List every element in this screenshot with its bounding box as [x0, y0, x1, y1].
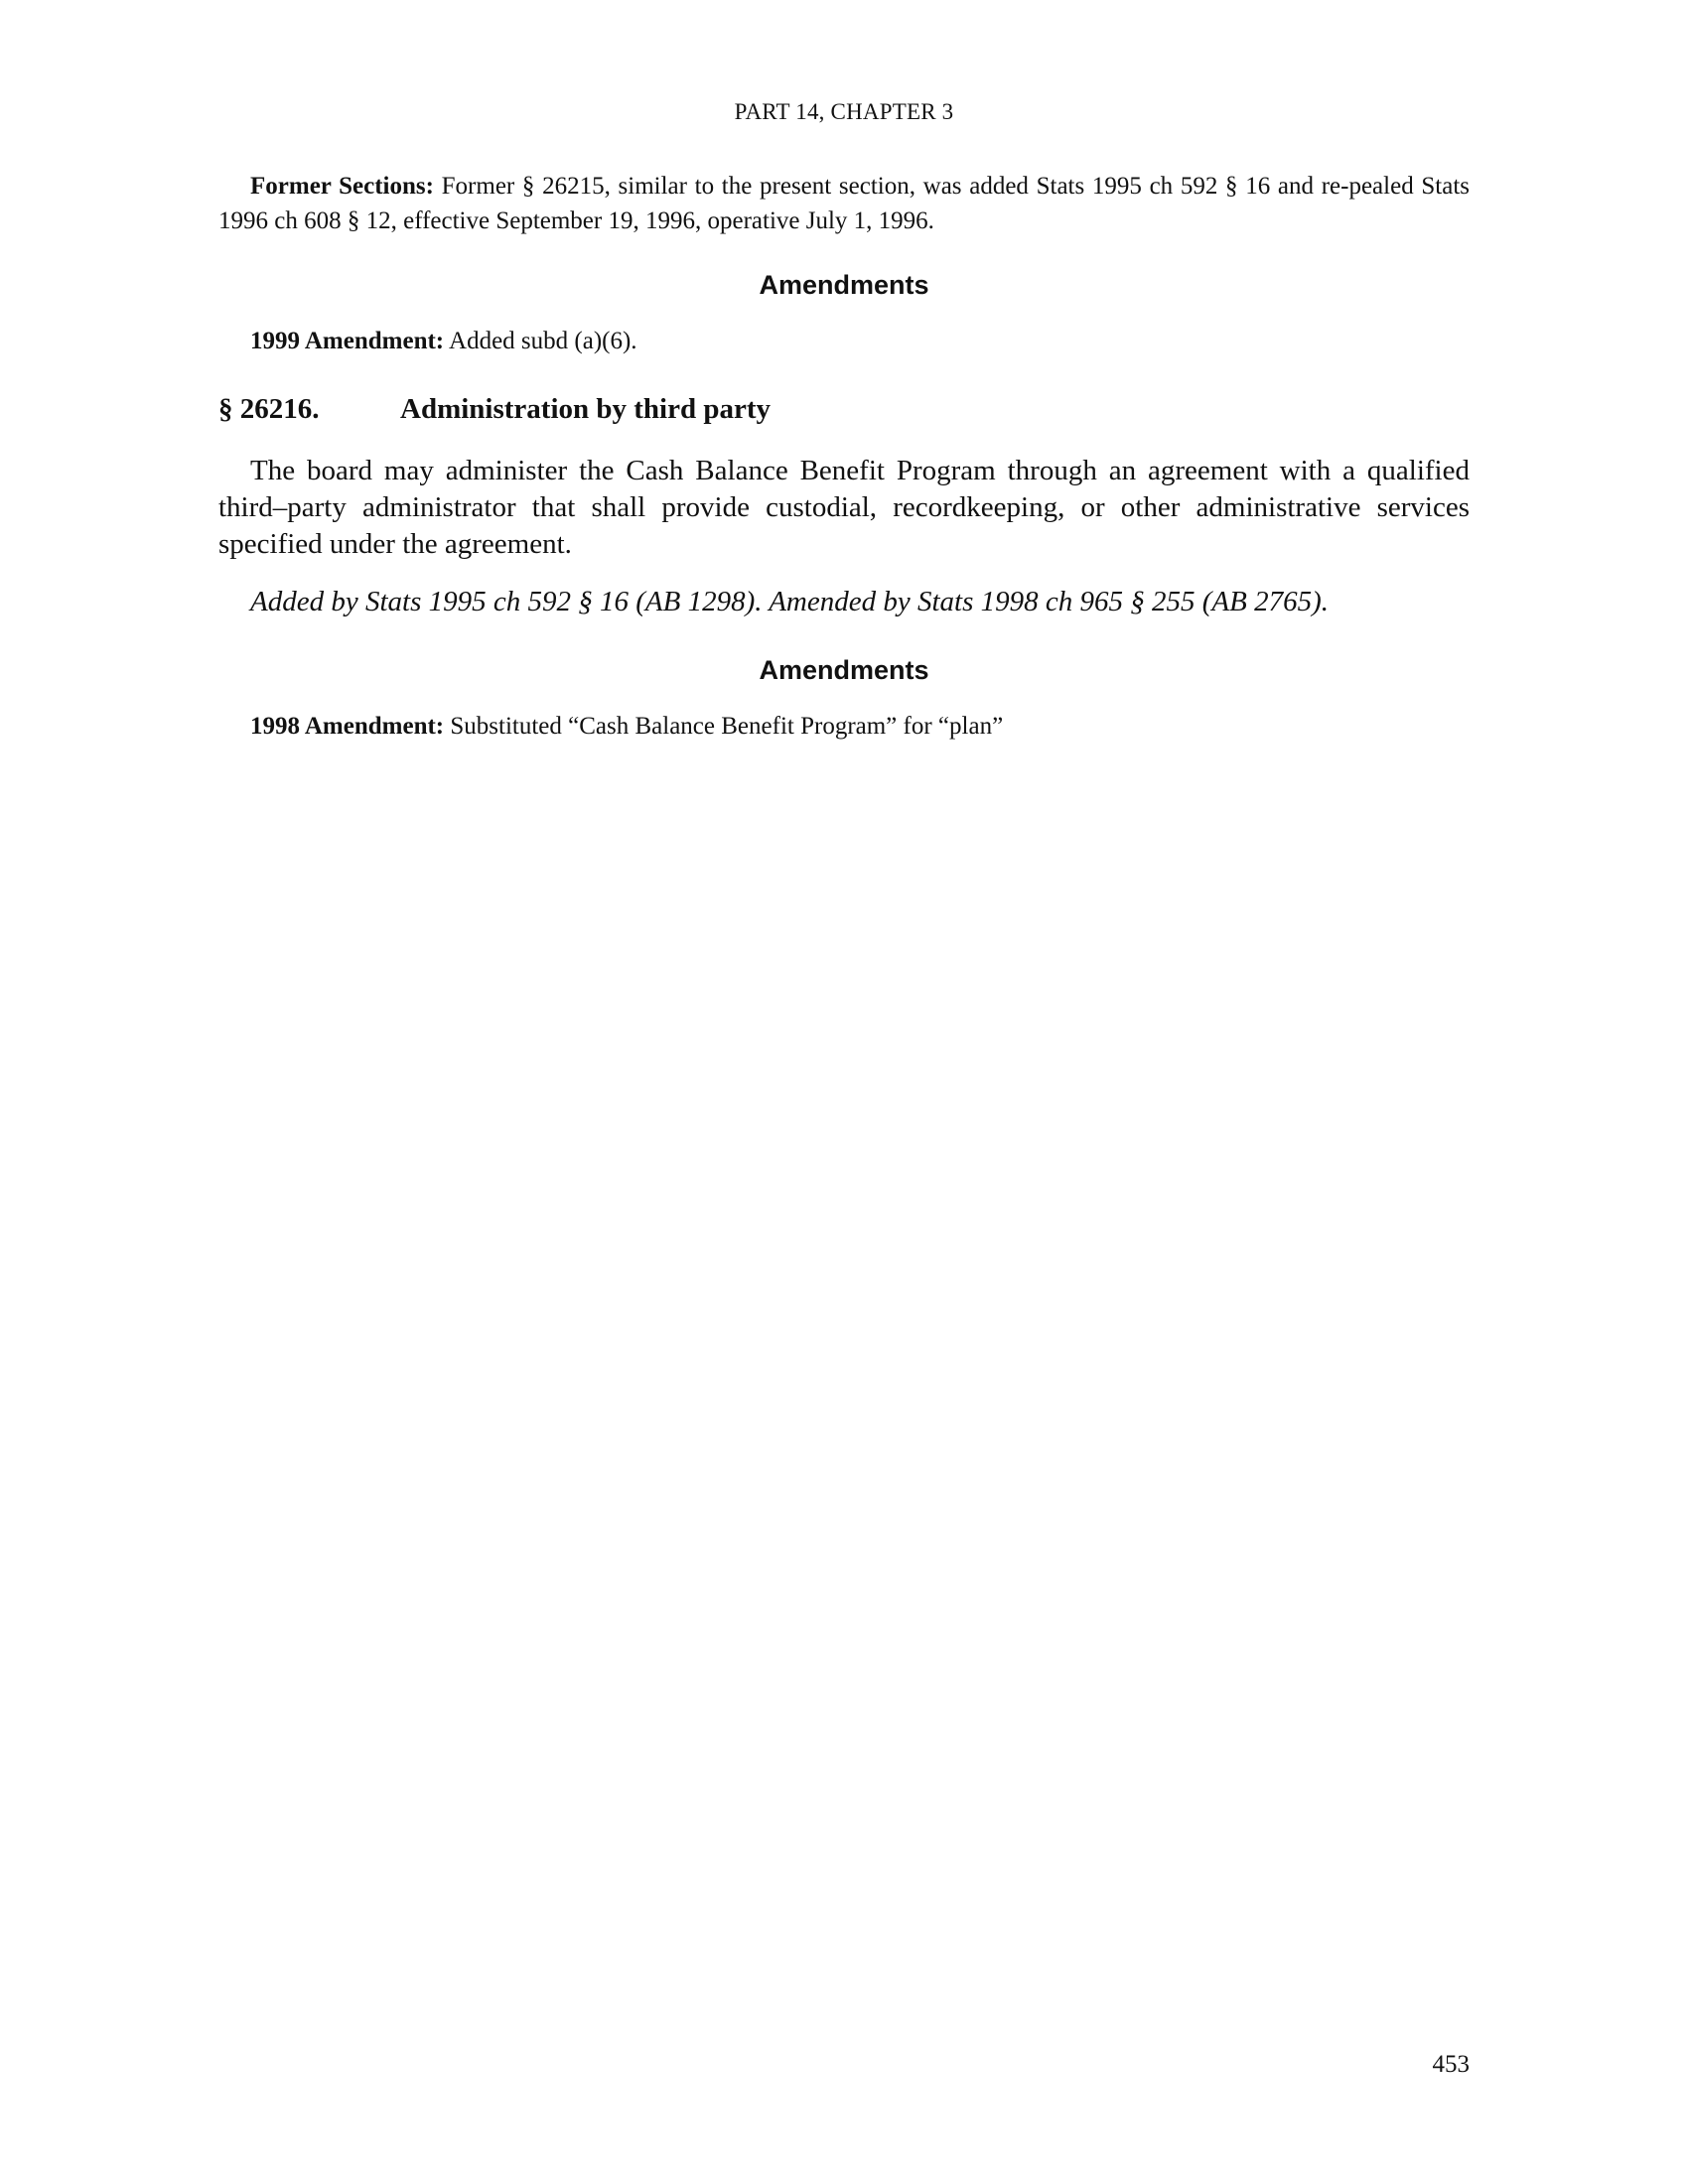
former-sections-note	[218, 169, 1470, 238]
amendments-heading-2: Amendments	[759, 655, 929, 685]
section-history: Added by Stats 1995 ch 592 § 16 (AB 1298). Amended by Stats 1998 ch 965 § 255 (AB 2765).	[250, 586, 1329, 617]
running-head: PART 14, CHAPTER 3	[734, 99, 954, 124]
amendments-heading-1: Amendments	[759, 270, 929, 300]
section-heading	[218, 393, 1470, 426]
section-number: § 26216.	[218, 393, 320, 425]
amendment-1998-label: 1998 Amendment:	[250, 713, 445, 740]
amendment-1999-text: Added subd (a)(6).	[449, 328, 637, 354]
page-number: 453	[1432, 2051, 1470, 2078]
section-body: The board may administer the Cash Balance Benefit Program through an agreement with a qualified third–party administrator that shall provide custodial, recordkeeping, or other administrative services specified under the agreement.	[218, 455, 1470, 560]
amendment-1999-note	[218, 324, 1470, 358]
amendment-1998-text: Substituted “Cash Balance Benefit Program” for “plan”	[450, 713, 1004, 740]
amendment-1999-label: 1999 Amendment:	[250, 328, 445, 354]
amendment-1998-note	[218, 709, 1470, 744]
section-title: Administration by third party	[400, 393, 772, 425]
former-sections-text: Former § 26215, similar to the present section, was added Stats 1995 ch 592 § 16 and re-pealed Stats 1996 ch 608 § 12, effective September 19, 1996, operative July 1, 1996.	[218, 173, 1470, 234]
former-sections-label: Former Sections:	[250, 173, 434, 200]
